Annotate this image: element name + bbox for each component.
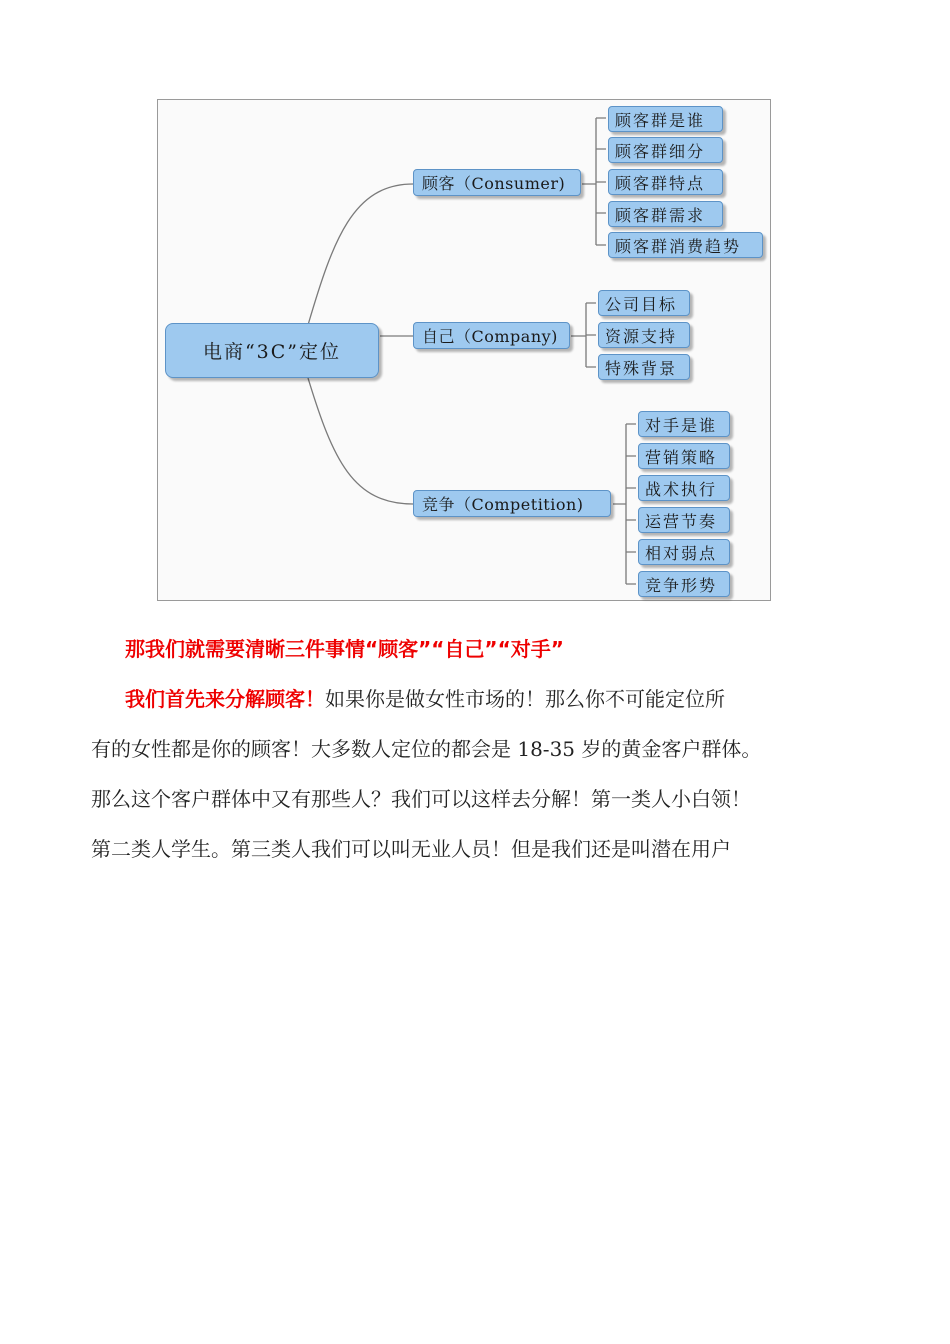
leaf-company-1: 公司目标 xyxy=(598,290,690,316)
leaf-competition-4: 运营节奏 xyxy=(638,507,730,533)
leaf-company-3: 特殊背景 xyxy=(598,354,690,380)
connector-competition-leaves xyxy=(613,424,636,584)
leaf-consumer-4: 顾客群需求 xyxy=(608,201,723,227)
lead-bold-text: 我们首先来分解顾客！ xyxy=(125,687,325,711)
connector-company-leaves xyxy=(571,303,596,367)
leaf-competition-3: 战术执行 xyxy=(638,475,730,501)
body-paragraph xyxy=(91,674,881,874)
leaf-competition-1: 对手是谁 xyxy=(638,411,730,437)
leaf-consumer-2: 顾客群细分 xyxy=(608,137,723,163)
connector-root-consumer xyxy=(308,184,413,325)
leaf-company-2: 资源支持 xyxy=(598,322,690,348)
body-line-2: 有的女性都是你的顾客！大多数人定位的都会是 18-35 岁的黄金客户群体。 xyxy=(91,737,762,761)
body-line-4: 第二类人学生。第三类人我们可以叫无业人员！但是我们还是叫潜在用户 xyxy=(91,837,731,861)
leaf-consumer-5: 顾客群消费趋势 xyxy=(608,232,763,258)
leaf-competition-5: 相对弱点 xyxy=(638,539,730,565)
leaf-competition-2: 营销策略 xyxy=(638,443,730,469)
leaf-competition-6: 竞争形势 xyxy=(638,571,730,597)
connector-root-competition xyxy=(308,378,413,504)
connector-consumer-leaves xyxy=(582,118,606,245)
body-line-3: 那么这个客户群体中又有那些人？我们可以这样去分解！第一类人小白领！ xyxy=(91,787,751,811)
branch-company: 自己（Company) xyxy=(413,322,570,349)
body-line-1: 如果你是做女性市场的！那么你不可能定位所 xyxy=(325,687,725,711)
headline-text: 那我们就需要清晰三件事情“顾客”“自己”“对手” xyxy=(125,637,564,661)
leaf-consumer-3: 顾客群特点 xyxy=(608,169,723,195)
branch-consumer: 顾客（Consumer) xyxy=(413,169,581,196)
mindmap-figure xyxy=(157,99,771,601)
leaf-consumer-1: 顾客群是谁 xyxy=(608,106,723,132)
branch-competition: 竞争（Competition) xyxy=(413,490,611,517)
headline-paragraph xyxy=(91,624,881,674)
mindmap-root: 电商“3C”定位 xyxy=(165,323,379,378)
